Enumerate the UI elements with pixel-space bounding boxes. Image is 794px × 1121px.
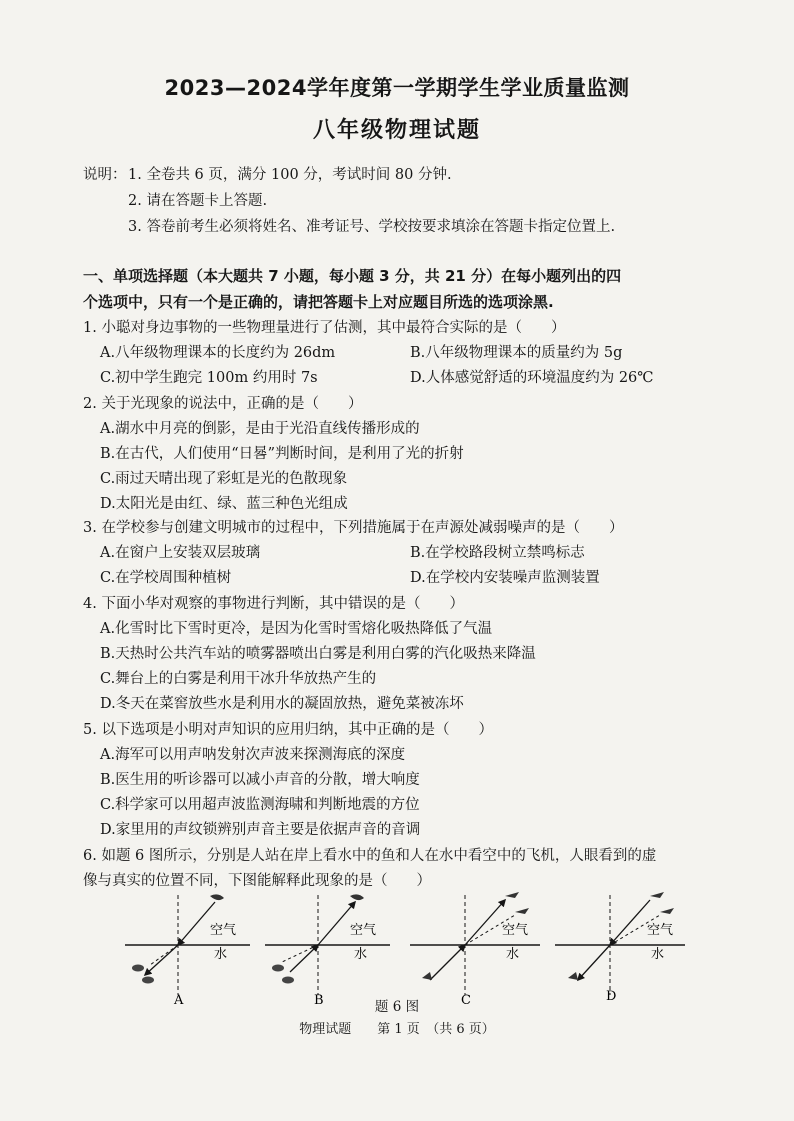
airplane-icon xyxy=(515,908,529,914)
panel-label-c: C xyxy=(461,993,471,1008)
exam-subtitle: 八年级物理试题 xyxy=(312,118,481,143)
option: B.天热时公共汽车站的喷雾器喷出白雾是利用白雾的汽化吸热来降温 xyxy=(100,646,536,662)
fish-icon xyxy=(132,965,144,972)
diver-eye-icon xyxy=(568,972,578,980)
option: D.冬天在菜窖放些水是利用水的凝固放热，避免菜被冻坏 xyxy=(100,696,464,712)
panel-label-a: A xyxy=(174,993,184,1008)
air-label: 空气 xyxy=(210,923,237,938)
section-heading: 一、单项选择题（本大题共 7 小题，每小题 3 分，共 21 分）在每小题列出的四 xyxy=(83,267,622,285)
option: D.在学校内安装噪声监测装置 xyxy=(410,570,600,586)
water-label: 水 xyxy=(651,947,665,962)
option: A.海军可以用声呐发射次声波来探测海底的深度 xyxy=(100,747,406,763)
option: C.舞台上的白雾是利用干冰升华放热产生的 xyxy=(100,671,377,687)
airplane-icon xyxy=(660,908,674,914)
option: A.八年级物理课本的长度约为 26dm xyxy=(100,345,336,361)
fish-icon xyxy=(142,977,154,984)
page-footer: 物理试题 第 1 页 （共 6 页） xyxy=(299,1022,495,1037)
diver-eye-icon xyxy=(422,972,432,980)
instructions-label: 说明： xyxy=(83,167,127,183)
option: C.在学校周围种植树 xyxy=(100,570,232,586)
air-label: 空气 xyxy=(350,923,377,938)
water-label: 水 xyxy=(506,947,520,962)
instruction-item: 1. 全卷共 6 页，满分 100 分，考试时间 80 分钟. xyxy=(128,167,452,183)
option: B.在学校路段树立禁鸣标志 xyxy=(410,545,585,561)
option: A.在窗户上安装双层玻璃 xyxy=(100,545,261,561)
instruction-item: 2. 请在答题卡上答题. xyxy=(128,193,268,209)
airplane-icon xyxy=(650,892,664,898)
question-stem: 6. 如题 6 图所示，分别是人站在岸上看水中的鱼和人在水中看空中的飞机，人眼看到的虚 xyxy=(83,848,657,864)
panel-label-d: D xyxy=(606,989,617,1004)
eye-icon xyxy=(210,894,224,900)
exam-title: 2023—2024学年度第一学期学生学业质量监测 xyxy=(164,76,630,100)
air-label: 空气 xyxy=(502,923,529,938)
air-label: 空气 xyxy=(647,923,674,938)
water-label: 水 xyxy=(214,947,228,962)
option: B.医生用的听诊器可以减小声音的分散，增大响度 xyxy=(100,772,420,788)
option: D.家里用的声纹锁辨别声音主要是依据声音的音调 xyxy=(100,822,421,838)
fish-icon xyxy=(282,977,294,984)
option: A.化雪时比下雪时更冷，是因为化雪时雪熔化吸热降低了气温 xyxy=(100,621,493,637)
panel-label-b: B xyxy=(314,993,324,1008)
airplane-icon xyxy=(505,892,519,898)
section-heading: 个选项中，只有一个是正确的，请把答题卡上对应题目所选的选项涂黑. xyxy=(83,293,554,311)
panel-d xyxy=(555,892,685,995)
fish-icon xyxy=(272,965,284,972)
option: B.在古代，人们使用“日晷”判断时间，是利用了光的折射 xyxy=(100,446,464,462)
instruction-item: 3. 答卷前考生必须将姓名、准考证号、学校按要求填涂在答题卡指定位置上. xyxy=(128,219,616,235)
option: C.初中学生跑完 100m 约用时 7s xyxy=(100,370,318,386)
question-stem: 1. 小聪对身边事物的一些物理量进行了估测，其中最符合实际的是（ ） xyxy=(83,320,566,336)
panel-a xyxy=(125,894,250,995)
question-stem: 2. 关于光现象的说法中，正确的是（ ） xyxy=(83,396,363,412)
option: D.人体感觉舒适的环境温度约为 26℃ xyxy=(410,370,654,386)
eye-icon xyxy=(350,894,364,900)
question-stem: 5. 以下选项是小明对声知识的应用归纳，其中正确的是（ ） xyxy=(83,722,493,738)
panel-c xyxy=(410,892,540,995)
option: B.八年级物理课本的质量约为 5g xyxy=(410,345,623,361)
option: D.太阳光是由红、绿、蓝三种色光组成 xyxy=(100,496,348,512)
option: C.科学家可以用超声波监测海啸和判断地震的方位 xyxy=(100,797,420,813)
question-stem: 3. 在学校参与创建文明城市的过程中，下列措施属于在声源处减弱噪声的是（ ） xyxy=(83,520,624,536)
question-stem: 像与真实的位置不同，下图能解释此现象的是（ ） xyxy=(83,873,431,889)
panel-b xyxy=(265,894,390,995)
figure-caption: 题 6 图 xyxy=(374,999,420,1015)
option: A.湖水中月亮的倒影，是由于光沿直线传播形成的 xyxy=(100,421,420,437)
question-stem: 4. 下面小华对观察的事物进行判断，其中错误的是（ ） xyxy=(83,596,464,612)
option: C.雨过天晴出现了彩虹是光的色散现象 xyxy=(100,471,348,487)
water-label: 水 xyxy=(354,947,368,962)
